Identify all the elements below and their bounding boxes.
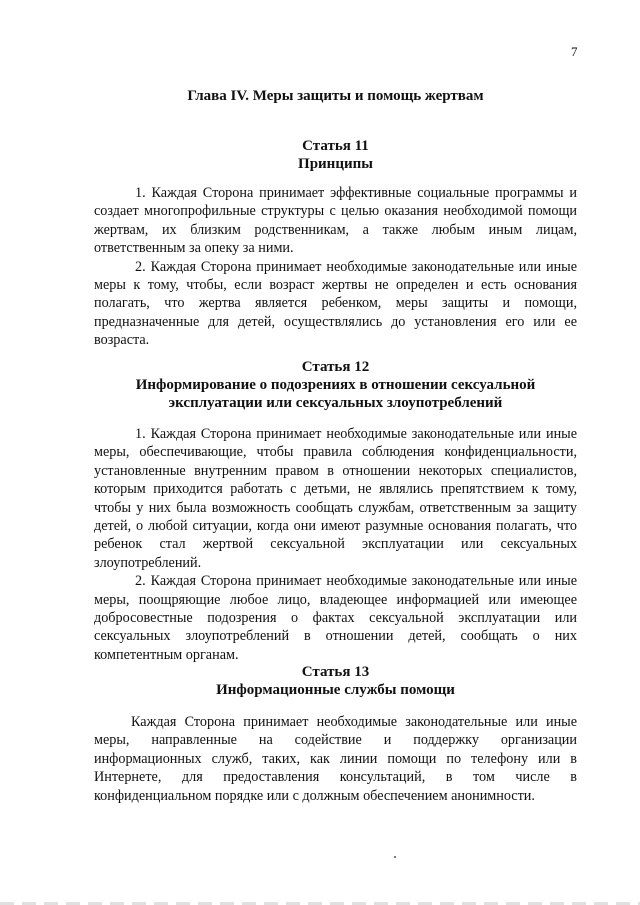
article-12-title-line-1: Информирование о подозрениях в отношении сексуальной [135, 377, 536, 393]
article-13-title: Информационные службы помощи [216, 682, 455, 698]
article-12-heading [94, 358, 577, 412]
article-13-body [94, 713, 577, 805]
article-12-paragraph-1: 1. Каждая Сторона принимает необходимые законодательные или иные меры, обеспечивающие, чтобы правила соблюдения конфиденциальности, установленные внутренним правом в отношении некоторых специалистов, которым приходится работать с детьми, не являлись препятствием к тому, чтобы у них была возможность сообщать службам, ответственным за защиту детей, о любой ситуации, когда они имеют разумные основания полагать, что ребенок стал жертвой сексуальной эксплуатации или сексуальных злоупотреблений. [94, 426, 577, 571]
article-13-number: Статья 13 [301, 664, 370, 680]
article-13-heading [94, 663, 577, 699]
article-12-paragraph-2: 2. Каждая Сторона принимает необходимые законодательные или иные меры, поощряющие любое лицо, владеющее информацией или имеющее добросовестные подозрения о фактах сексуальной эксплуатации или сексуальных злоупотреблений в отношении детей, сообщать о них компетентным органам. [94, 573, 577, 663]
article-11-heading [94, 137, 577, 173]
article-12-body [94, 425, 577, 664]
chapter-title: Глава IV. Меры защиты и помощь жертвам [187, 88, 484, 104]
article-11-title: Принципы [298, 156, 373, 172]
article-12-title-line-2: эксплуатации или сексуальных злоупотреблений [168, 395, 503, 411]
scan-speck [394, 856, 396, 858]
page-number: 7 [571, 44, 578, 59]
article-11-paragraph-1: 1. Каждая Сторона принимает эффективные социальные программы и создает многопрофильные структуры с целью оказания необходимой помощи жертвам, их близким родственникам, а также любым иным лицам, ответственным за опеку за ними. [94, 185, 577, 257]
article-12-number: Статья 12 [301, 359, 370, 375]
article-11-number: Статья 11 [302, 138, 369, 154]
article-13-paragraph-1: Каждая Сторона принимает необходимые законодательные или иные меры, направленные на содействие и поддержку организации информационных служб, таких, как линии помощи по телефону или в Интернете, для предоставления консультаций, в том числе в конфиденциальном порядке или с должным обеспечением анонимности. [94, 714, 577, 804]
article-11-body [94, 184, 577, 350]
article-11-paragraph-2: 2. Каждая Сторона принимает необходимые законодательные или иные меры к тому, чтобы, если возраст жертвы не определен и есть основания полагать, что жертва является ребенком, меры защиты и помощи, предназначенные для детей, осуществлялись до установления его или ее возраста. [94, 258, 577, 349]
